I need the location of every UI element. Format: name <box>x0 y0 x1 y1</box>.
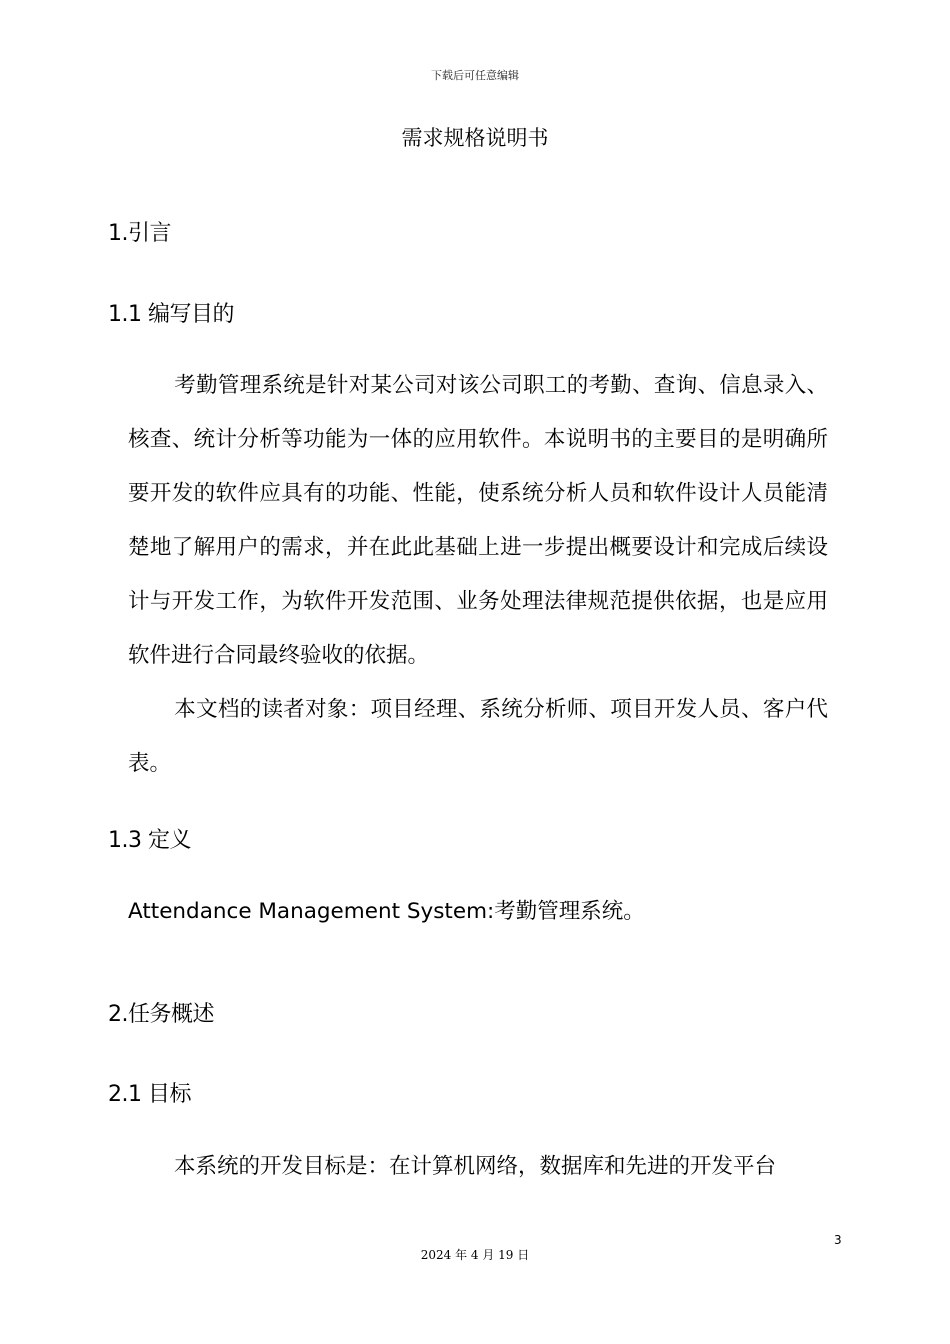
heading-purpose: 1.1 编写目的 <box>108 302 234 327</box>
footer-date: 2024 年 4 月 19 日 <box>420 1248 530 1262</box>
paragraph-goals-text: 本系统的开发目标是：在计算机网络，数据库和先进的开发平台 <box>174 1154 777 1179</box>
heading-task-overview: 2.任务概述 <box>108 1002 214 1027</box>
paragraph-purpose <box>128 359 828 683</box>
heading-goals: 2.1 目标 <box>108 1082 191 1107</box>
heading-introduction: 1.引言 <box>108 221 171 246</box>
paragraph-definition: Attendance Management System:考勤管理系统。 <box>128 899 645 924</box>
paragraph-readers-text: 本文档的读者对象：项目经理、系统分析师、项目开发人员、客户代表。 <box>128 697 828 776</box>
paragraph-goals <box>128 1140 828 1194</box>
paragraph-readers <box>128 683 828 791</box>
paragraph-purpose-text: 考勤管理系统是针对某公司对该公司职工的考勤、查询、信息录入、核查、统计分析等功能为一体的应用软件。本说明书的主要目的是明确所要开发的软件应具有的功能、性能，使系统分析人员和软件设计人员能清楚地了解用户的需求，并在此此基础上进一步提出概要设计和完成后续设计与开发工作，为软件开发范围、业务处理法律规范提供依据，也是应用软件进行合同最终验收的依据。 <box>128 373 828 668</box>
header-note: 下载后可任意编辑 <box>431 69 519 82</box>
heading-definitions: 1.3 定义 <box>108 828 191 853</box>
document-title: 需求规格说明书 <box>401 126 549 150</box>
page-number: 3 <box>834 1233 842 1247</box>
